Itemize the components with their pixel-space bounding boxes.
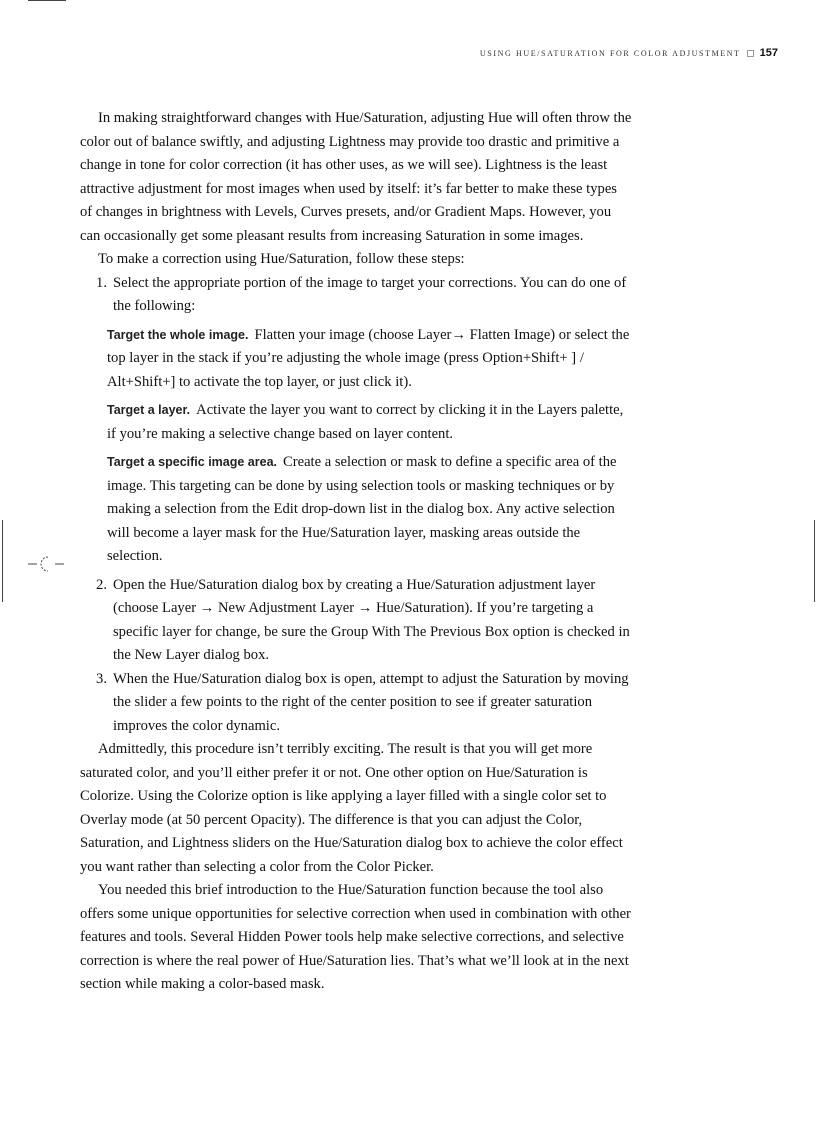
paragraph-intro: In making straightforward changes with Hue/Saturation, adjusting Hue will often throw the color out of balance swiftly, and adjusting Lightness may provide too drastic and primitive a change in tone for color correction (it has other uses, as we will see). Lightness is the least attractive adjustment for most images when used by itself: it’s far better to make these types of changes in brightness with Levels, Curves presets, and/or Gradient Maps. However, you can occasionally get some pleasant results from increasing Saturation in some images. xyxy=(80,110,632,244)
option-lead: Target a layer. xyxy=(107,403,191,417)
paragraph-colorize: Admittedly, this procedure isn’t terribly exciting. The result is that you will get more saturated color, and you’ll either prefer it or not. One other option on Hue/Saturation is Colorize. Using the Colorize option is like applying a layer filled with a single color set to Overlay mode (at 50 percent Opacity). The difference is that you can adjust the Color, Saturation, and Lightness sliders on the Hue/Saturation dialog box to achieve the color effect you want rather than selecting a color from the Color Picker. xyxy=(80,741,623,875)
step-number: 3. xyxy=(96,670,107,687)
option-text: Activate the layer you want to correct by clicking it in the Layers palette, if you’re making a selective change based on layer content. xyxy=(107,402,624,442)
running-head xyxy=(480,47,778,59)
step-text: Select the appropriate portion of the image to target your corrections. You can do one of the following: xyxy=(113,274,627,314)
step-number: 1. xyxy=(96,274,107,291)
square-icon xyxy=(747,50,754,57)
option-lead: Target the whole image. xyxy=(107,327,249,342)
paragraph-selective: You needed this brief introduction to the Hue/Saturation function because the tool also offers some unique opportunities for selective correction when used in combination with other features and tools. Several Hidden Power tools help make selective corrections, and selective correction is where the real power of Hue/Saturation lies. That’s what we’ll look at in the next section while making a color-based mask. xyxy=(80,882,631,992)
step-text: Open the Hue/Saturation dialog box by creating a Hue/Saturation adjustment layer (choose Layer → New Adjustment Layer → Hue/Saturation). If you’re targeting a specific layer for change, be sure the Group With The Previous Box option is checked in the New Layer dialog box. xyxy=(113,576,630,663)
step-1 xyxy=(80,272,632,319)
running-head-title: USING HUE/SATURATION FOR COLOR ADJUSTMENT xyxy=(479,48,741,58)
option-image-area xyxy=(107,451,632,569)
paragraph-steps-intro: To make a correction using Hue/Saturation, follow these steps: xyxy=(98,251,465,267)
crop-mark-right xyxy=(814,520,815,602)
option-lead: Target a specific image area. xyxy=(107,455,277,469)
option-text: Flatten your image (choose Layer→ Flatten Image) or select the top layer in the stack if you’re adjusting the whole image (press Option+Shift+ ] / Alt+Shift+] to activate the top layer, or just click it). xyxy=(107,326,630,390)
option-whole-image xyxy=(107,324,632,395)
option-text: Create a selection or mask to define a specific area of the image. This targeting can be done by using selection tools or masking techniques or by making a selection from the Edit drop-down list in the dialog box. Any active selection will become a layer mask for the Hue/Saturation layer, masking areas outside the selection. xyxy=(107,454,617,564)
step-number: 2. xyxy=(96,576,107,593)
registration-mark-icon xyxy=(28,553,68,575)
body-text xyxy=(80,107,632,997)
step-text: When the Hue/Saturation dialog box is open, attempt to adjust the Saturation by moving the slider a few points to the right of the center position to see if greater saturation improves the color dynamic. xyxy=(113,670,629,734)
crop-mark-top xyxy=(28,0,66,1)
crop-mark-left xyxy=(2,520,3,602)
step-2 xyxy=(80,574,632,668)
page-number: 157 xyxy=(759,47,778,59)
step-3 xyxy=(80,668,632,739)
option-layer xyxy=(107,399,632,446)
